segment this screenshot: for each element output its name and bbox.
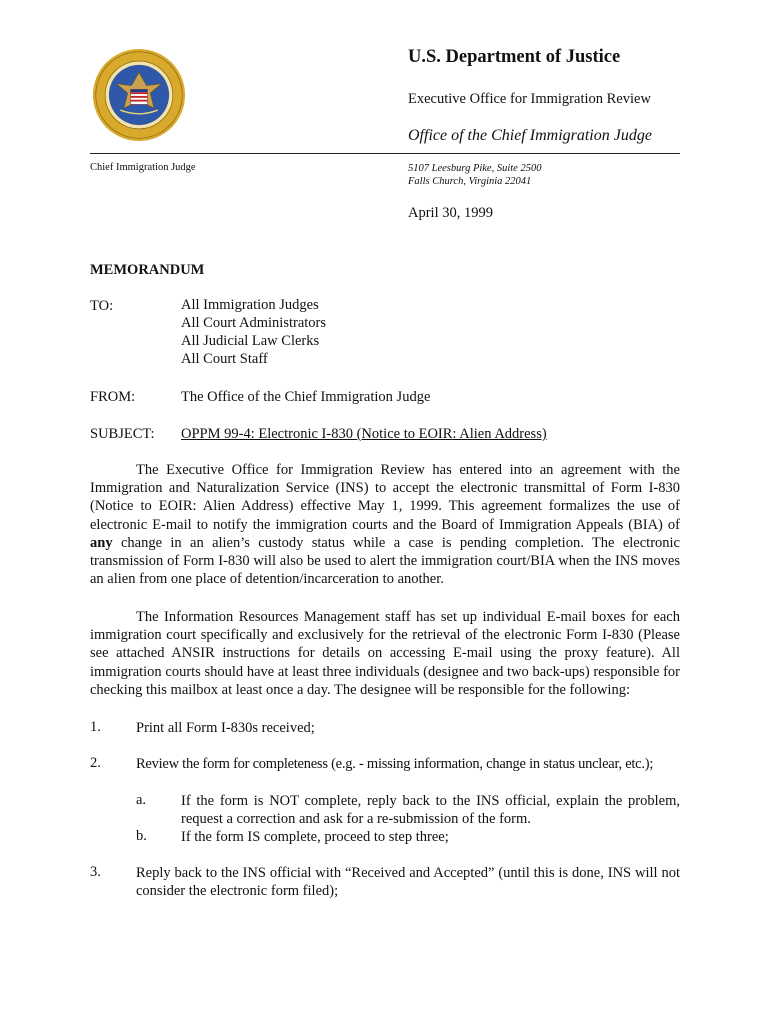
step-number: 2. [90,755,101,771]
substep-text: If the form IS complete, proceed to step three; [181,829,449,845]
body-paragraph-1 [90,461,680,588]
header-divider [90,153,680,154]
emphasis-text: any [90,534,113,551]
paragraph-text: change in an alien’s custody status while a case is pending completion. The electronic transmission of Form I-830 will also be used to alert the immigration court/BIA when the INS moves an alien from one place of detention/incarceration to another. [90,534,680,588]
memo-heading: MEMORANDUM [90,262,205,278]
step-number: 1. [90,719,101,735]
doj-seal-logo [92,48,186,142]
subject-label: SUBJECT: [90,426,155,442]
address-line-1: 5107 Leesburg Pike, Suite 2500 [408,163,542,174]
paragraph-text: The Executive Office for Immigration Review has entered into an agreement with the Immigration and Naturalization Service (INS) to accept the electronic transmittal of Form I-830 (Notice to EOIR: Alien Address) effective May 1, 1999. This agreement formalizes the use of electronic E-mail to notify the immigration courts and the Board of Immigration Appeals (BIA) of [90,462,680,533]
office-name: Executive Office for Immigration Review [408,91,651,107]
recipient: All Court Staff [181,351,268,367]
substep-label: a. [136,792,147,808]
step-number: 3. [90,864,101,880]
substep-text: If the form is NOT complete, reply back to the INS official, explain the problem, request a correction and ask for a re-submission of the form. [181,793,680,827]
address-line-2: Falls Church, Virginia 22041 [408,176,532,187]
step-text: Reply back to the INS official with “Received and Accepted” (until this is done, INS will not consider the electronic form filed); [136,865,680,899]
sender-address [408,162,541,188]
substep-label: b. [136,828,147,844]
sub-office-name: Office of the Chief Immigration Judge [408,127,652,144]
body-paragraph-2: The Information Resources Management staff has set up individual E-mail boxes for each immigration court specifically and exclusively for the retrieval of the electronic Form I-830 (Please see attached ANSIR instructions for details on accessing E-mail using the proxy feature). All immigration courts should have at least three individuals (designee and two back-ups) responsible for checking this mailbox at least once a day. The designee will be responsible for the following: [90,609,680,698]
recipient: All Immigration Judges [181,297,319,313]
recipient: All Judicial Law Clerks [181,333,320,349]
step-text: Review the form for completeness (e.g. - missing information, change in status unclear, etc.); [136,756,654,772]
subject-value: OPPM 99-4: Electronic I-830 (Notice to EOIR: Alien Address) [181,426,547,442]
to-recipients [181,296,326,368]
recipient: All Court Administrators [181,315,326,331]
memo-date: April 30, 1999 [408,205,493,221]
sender-title: Chief Immigration Judge [90,162,196,173]
from-label: FROM: [90,389,136,405]
from-value: The Office of the Chief Immigration Judge [181,389,431,405]
department-title: U.S. Department of Justice [408,47,621,67]
step-text: Print all Form I-830s received; [136,720,315,736]
to-label: TO: [90,298,114,314]
